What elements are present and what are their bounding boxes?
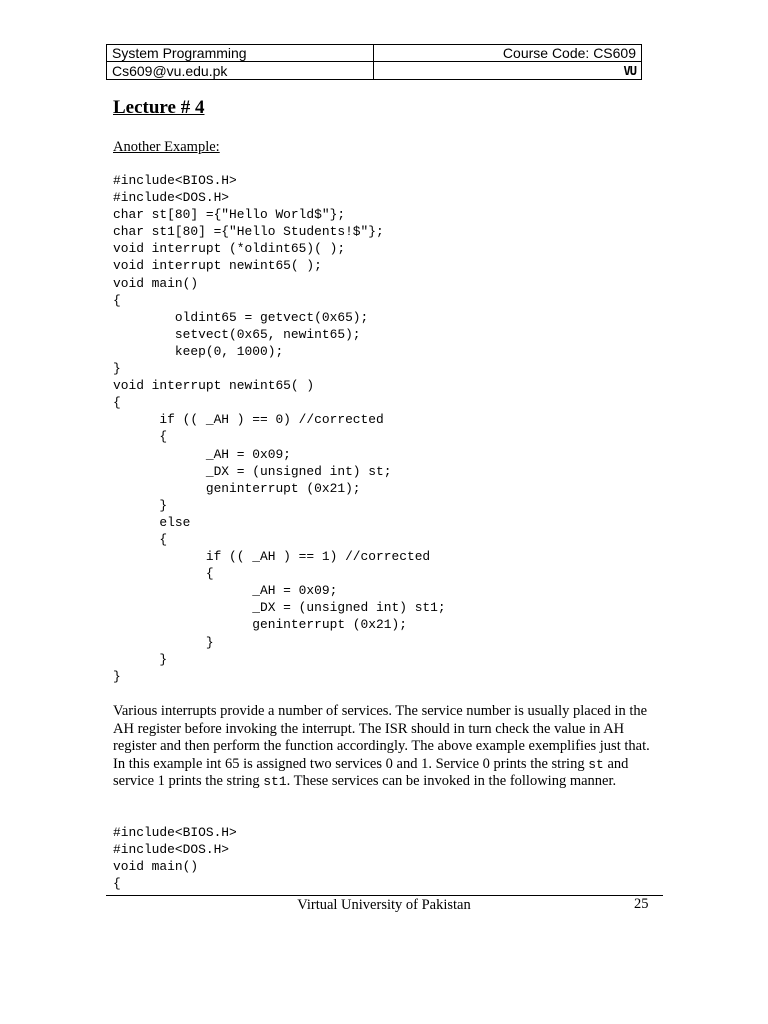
section-heading: Another Example:: [113, 139, 220, 155]
code-line: if (( _AH ) == 1) //corrected: [113, 549, 431, 565]
code-line: void interrupt newint65( );: [113, 258, 322, 274]
vu-logo: VU: [623, 64, 636, 78]
code-line: if (( _AH ) == 0) //corrected: [113, 412, 384, 428]
code-line: #include<BIOS.H>: [113, 173, 237, 188]
code-line: }: [113, 497, 168, 513]
paragraph-text-3: . These services can be invoked in the following manner.: [286, 773, 617, 790]
paragraph-text-2: and service 1 prints the string: [113, 755, 629, 790]
page-title: Lecture # 4: [113, 97, 205, 118]
code-line: void interrupt newint65( ): [113, 378, 315, 394]
code-line: void interrupt (*oldint65)( );: [113, 241, 346, 257]
code-line: _AH = 0x09;: [113, 583, 338, 599]
code-line: {: [113, 292, 121, 308]
code-block-2: [113, 824, 237, 892]
inline-code-st: st: [588, 756, 604, 772]
inline-code-st1: st1: [263, 774, 287, 790]
code-line: _DX = (unsigned int) st1;: [113, 600, 446, 616]
code-line: #include<BIOS.H>: [113, 825, 237, 840]
course-name: System Programming: [107, 45, 374, 62]
code-line: else: [113, 514, 191, 530]
code-line: oldint65 = getvect(0x65);: [113, 309, 369, 325]
code-line: #include<DOS.H>: [113, 190, 230, 206]
code-line: #include<DOS.H>: [113, 842, 230, 858]
header-row-2: [107, 62, 642, 80]
code-line: geninterrupt (0x21);: [113, 480, 361, 496]
code-line: }: [113, 651, 168, 667]
code-line: char st[80] ={"Hello World$"};: [113, 207, 346, 223]
code-line: {: [113, 429, 168, 445]
code-line: {: [113, 531, 168, 547]
logo-cell: [374, 62, 642, 80]
footer-institution: Virtual University of Pakistan: [297, 897, 471, 913]
course-code: Course Code: CS609: [374, 45, 642, 62]
code-line: }: [113, 361, 121, 377]
code-line: {: [113, 395, 121, 411]
course-email: Cs609@vu.edu.pk: [107, 62, 374, 80]
paragraph-text-1: Various interrupts provide a number of services. The service number is usually placed in the AH register before invoking the interrupt. The ISR should in turn check the value in AH register and then perform the function accordingly. The above example exemplifies just that. In this example int 65 is assigned two services 0 and 1. Service 0 prints the string: [113, 703, 650, 772]
code-line: {: [113, 566, 214, 582]
code-line: char st1[80] ={"Hello Students!$"};: [113, 224, 384, 240]
code-line: void main(): [113, 859, 199, 875]
code-line: void main(): [113, 275, 199, 291]
code-line: geninterrupt (0x21);: [113, 617, 407, 633]
code-line: _AH = 0x09;: [113, 446, 291, 462]
body-paragraph: [113, 703, 653, 791]
header-table: [106, 44, 642, 80]
page-number: 25: [634, 896, 649, 912]
code-line: keep(0, 1000);: [113, 343, 284, 359]
code-line: }: [113, 634, 214, 650]
code-line: setvect(0x65, newint65);: [113, 326, 361, 342]
code-line: _DX = (unsigned int) st;: [113, 463, 392, 479]
code-line: {: [113, 876, 121, 892]
header-row-1: [107, 45, 642, 62]
code-block-1: [113, 172, 446, 685]
code-line: }: [113, 668, 121, 684]
footer-rule: [106, 895, 663, 896]
